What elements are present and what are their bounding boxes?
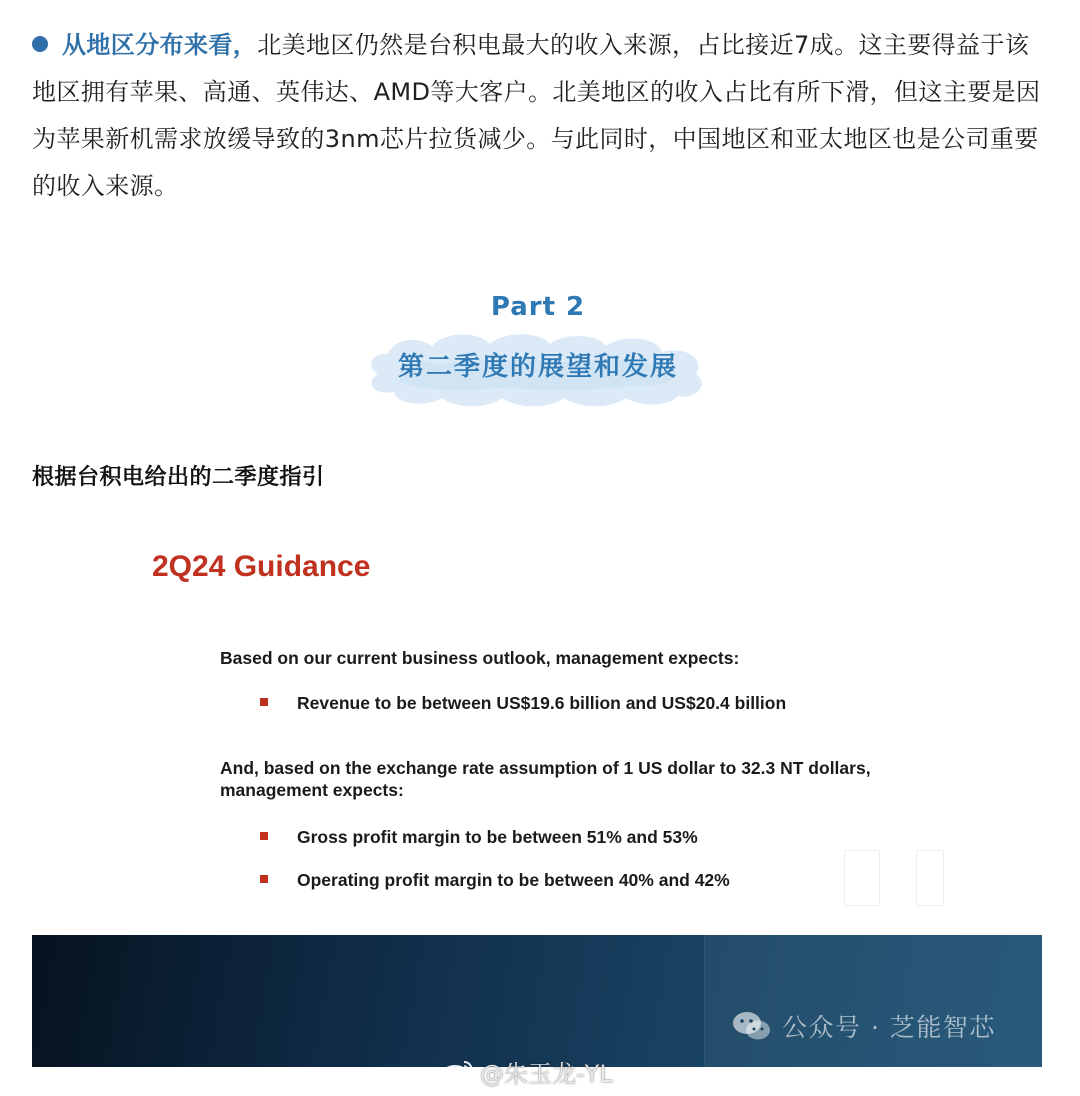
- part-header: [360, 286, 716, 416]
- bullet-square-icon: [260, 832, 268, 840]
- guidance-slide: [32, 520, 1042, 935]
- fx-line-2: management expects:: [220, 780, 404, 800]
- bullet-square-icon: [260, 698, 268, 706]
- intro-paragraph: [32, 22, 1044, 210]
- section-heading: 根据台积电给出的二季度指引: [32, 465, 325, 490]
- bullet-square-icon: [260, 875, 268, 883]
- wechat-icon: [732, 1010, 772, 1042]
- faint-box: [916, 850, 944, 906]
- gross-margin-bullet: Gross profit margin to be between 51% and 53%: [297, 827, 698, 847]
- weibo-icon: [440, 1058, 474, 1086]
- part-title: 第二季度的展望和发展: [397, 352, 678, 382]
- operating-margin-bullet: Operating profit margin to be between 40% and 42%: [297, 870, 730, 890]
- intro-lead: 从地区分布来看，: [62, 31, 258, 59]
- account-watermark-text: 公众号 · 芝能智芯: [782, 1013, 996, 1042]
- bullet-dot-icon: [32, 36, 48, 52]
- user-watermark-text: @朱玉龙-YL: [480, 1060, 613, 1088]
- revenue-bullet: Revenue to be between US$19.6 billion and US$20.4 billion: [297, 693, 787, 713]
- intro-body: 北美地区仍然是台积电最大的收入来源，占比接近7成。这主要得益于该地区拥有苹果、高通、英伟达、AMD等大客户。北美地区的收入占比有所下滑，但这主要是因为苹果新机需求放缓导致的3nm芯片拉货减少。与此同时，中国地区和亚太地区也是公司重要的收入来源。: [32, 31, 1041, 200]
- slide-footer-band: [32, 935, 1042, 1067]
- account-watermark: [732, 1008, 996, 1044]
- slide-intro-line: Based on our current business outlook, management expects:: [220, 648, 740, 668]
- faint-box: [844, 850, 880, 906]
- part-label: Part 2: [490, 292, 586, 322]
- fx-line-1: And, based on the exchange rate assumption of 1 US dollar to 32.3 NT dollars,: [220, 758, 871, 778]
- user-watermark: [440, 1054, 613, 1089]
- slide-title: 2Q24 Guidance: [152, 550, 371, 583]
- footer-inner-box: [704, 935, 1043, 1067]
